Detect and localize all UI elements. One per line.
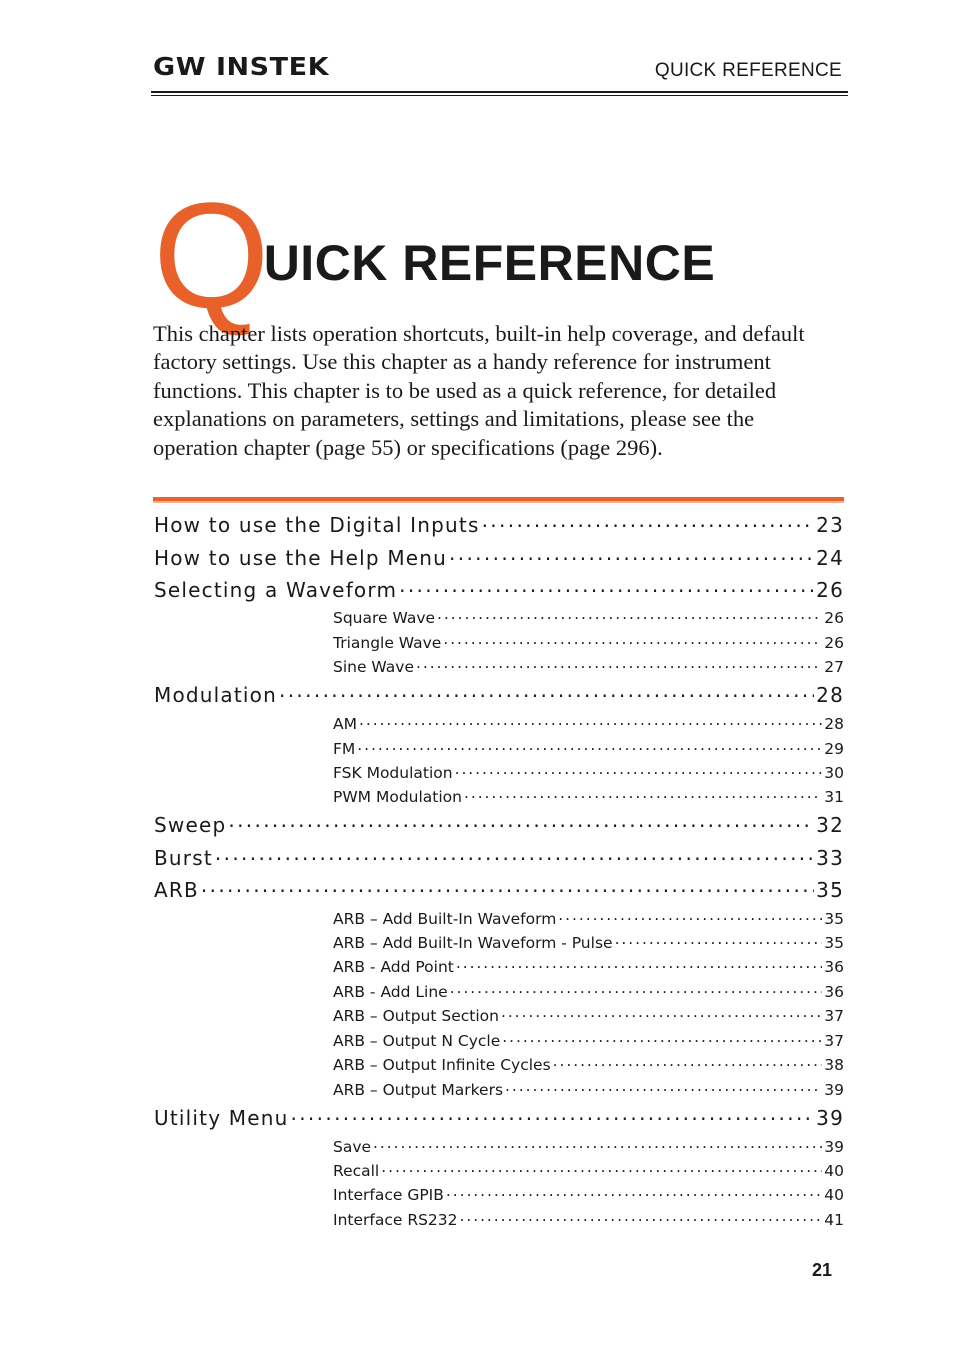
toc-entry[interactable] (154, 682, 844, 707)
toc-subentry[interactable] (333, 1160, 844, 1180)
toc-entry-label: Utility Menu (154, 1106, 289, 1130)
toc-entry-label: Selecting a Waveform (154, 578, 398, 602)
toc-subentry[interactable] (333, 713, 844, 733)
toc-leader-dots (228, 812, 814, 832)
toc-subentry-label: ARB – Output Markers (333, 1080, 504, 1099)
toc-subentry[interactable] (333, 1136, 844, 1156)
toc-subentry-page: 35 (824, 909, 844, 928)
toc-leader-dots (215, 845, 814, 865)
toc-leader-dots (437, 607, 822, 623)
toc-leader-dots (501, 1005, 822, 1021)
toc-subentry-page: 30 (824, 763, 844, 782)
toc-subentry-page: 31 (824, 787, 844, 806)
toc-subentry-page: 36 (824, 957, 844, 976)
header-rule (151, 91, 848, 93)
toc-entry-page: 28 (816, 683, 844, 707)
chapter-title (153, 171, 716, 339)
chapter-intro: This chapter lists operation shortcuts, built-in help coverage, and default factory settings. Use this chapter as a handy reference for instrument functions. This chapter is to be used as a quick reference, for detailed explanations on parameters, settings and limitations, please see the operation chapter (page 55) or specifications (page 296). (153, 321, 805, 460)
toc-subentry-label: ARB – Output Section (333, 1006, 499, 1025)
toc-subentry[interactable] (333, 1054, 844, 1074)
toc-subentry-label: AM (333, 714, 357, 733)
toc-leader-dots (291, 1105, 815, 1125)
toc-subentry[interactable] (333, 762, 844, 782)
toc-entry[interactable] (154, 545, 844, 570)
toc-entry-label: Sweep (154, 813, 227, 837)
toc-entry[interactable] (154, 845, 844, 870)
toc-subentry[interactable] (333, 1209, 844, 1229)
toc-subentry[interactable] (333, 738, 844, 758)
toc-leader-dots (357, 738, 822, 754)
toc-subentry-label: ARB – Output Infinite Cycles (333, 1055, 551, 1074)
page-number: 21 (812, 1260, 833, 1280)
toc-leader-dots (381, 1160, 822, 1176)
toc-entry-page: 24 (816, 546, 844, 570)
toc-entry-page: 26 (816, 578, 844, 602)
toc-leader-dots (279, 682, 814, 702)
toc-leader-dots (359, 713, 822, 729)
toc-subentry-label: ARB - Add Point (333, 957, 454, 976)
toc-entry-label: Burst (154, 846, 213, 870)
toc-leader-dots (449, 545, 814, 565)
toc-subentry-page: 26 (824, 608, 844, 627)
toc-subentry-label: Save (333, 1137, 372, 1156)
toc-subentry-page: 41 (824, 1210, 844, 1229)
toc-subentry-label: Recall (333, 1161, 380, 1180)
toc-leader-dots (446, 1184, 822, 1200)
toc-subentry[interactable] (333, 1030, 844, 1050)
toc-entry-label: Modulation (154, 683, 277, 707)
chapter-title-text: UICK REFERENCE (263, 235, 716, 291)
toc-entry-page: 33 (816, 846, 844, 870)
toc-leader-dots (416, 656, 822, 672)
toc-entry-page: 35 (816, 878, 844, 902)
brand-logo-text: GW INSTEK (153, 52, 330, 81)
toc-subentry-label: ARB - Add Line (333, 982, 448, 1001)
toc-subentry-page: 40 (824, 1185, 844, 1204)
toc-subentry-page: 35 (824, 933, 844, 952)
toc-subentry[interactable] (333, 632, 844, 652)
toc-leader-dots (558, 908, 822, 924)
toc-subentry-page: 39 (824, 1080, 844, 1099)
toc-subentry-page: 36 (824, 982, 844, 1001)
toc-subentry[interactable] (333, 1079, 844, 1099)
chapter-title-initial: Q (153, 171, 270, 339)
toc-subentry-page: 39 (824, 1137, 844, 1156)
toc-subentry-page: 29 (824, 739, 844, 758)
section-divider-shadow (153, 501, 844, 503)
toc-leader-dots (482, 512, 815, 532)
toc-leader-dots (201, 877, 814, 897)
toc-leader-dots (553, 1054, 823, 1070)
toc-entry-label: How to use the Digital Inputs (154, 513, 480, 537)
toc-subentry-label: Triangle Wave (333, 633, 442, 652)
toc-entry[interactable] (154, 1105, 844, 1130)
running-header-title: QUICK REFERENCE (654, 60, 842, 81)
toc-subentry[interactable] (333, 908, 844, 928)
brand-logo (153, 52, 330, 81)
toc-subentry-label: Square Wave (333, 608, 436, 627)
toc-leader-dots (460, 1209, 823, 1225)
toc-subentry-label: ARB – Output N Cycle (333, 1031, 501, 1050)
toc-entry[interactable] (154, 577, 844, 602)
toc-subentry[interactable] (333, 981, 844, 1001)
toc-subentry[interactable] (333, 932, 844, 952)
toc-subentry-label: Sine Wave (333, 657, 414, 676)
toc-entry-page: 23 (816, 513, 844, 537)
toc-subentry-label: ARB – Add Built-In Waveform (333, 909, 557, 928)
header-rule-thin (151, 95, 848, 96)
toc-subentry-label: ARB – Add Built-In Waveform - Pulse (333, 933, 613, 952)
toc-leader-dots (443, 632, 822, 648)
toc-leader-dots (505, 1079, 822, 1095)
toc-subentry-page: 37 (824, 1031, 844, 1050)
toc-subentry-label: FSK Modulation (333, 763, 453, 782)
toc-leader-dots (450, 981, 823, 997)
toc-subentry-page: 27 (824, 657, 844, 676)
toc-subentry[interactable] (333, 656, 844, 676)
toc-entry[interactable] (154, 877, 844, 902)
toc-subentry[interactable] (333, 1005, 844, 1025)
toc-leader-dots (399, 577, 814, 597)
toc-subentry-page: 38 (824, 1055, 844, 1074)
toc-subentry[interactable] (333, 786, 844, 806)
toc-subentry-label: Interface GPIB (333, 1185, 444, 1204)
toc-subentry[interactable] (333, 607, 844, 627)
toc-leader-dots (456, 956, 822, 972)
toc-leader-dots (502, 1030, 822, 1046)
toc-leader-dots (464, 786, 822, 802)
toc-entry[interactable] (154, 512, 844, 537)
toc-subentry[interactable] (333, 1184, 844, 1204)
toc-subentry-label: FM (333, 739, 356, 758)
toc-subentry-page: 28 (824, 714, 844, 733)
toc-entry-page: 32 (816, 813, 844, 837)
toc-subentry-page: 40 (824, 1161, 844, 1180)
toc-subentry[interactable] (333, 956, 844, 976)
toc-leader-dots (373, 1136, 822, 1152)
toc-entry[interactable] (154, 812, 844, 837)
toc-subentry-label: PWM Modulation (333, 787, 462, 806)
toc-subentry-page: 26 (824, 633, 844, 652)
toc-leader-dots (455, 762, 823, 778)
toc-entry-label: ARB (154, 878, 199, 902)
toc-subentry-page: 37 (824, 1006, 844, 1025)
toc-entry-page: 39 (816, 1106, 844, 1130)
toc-entry-label: How to use the Help Menu (154, 546, 448, 570)
toc-leader-dots (615, 932, 823, 948)
toc-subentry-label: Interface RS232 (333, 1210, 458, 1229)
